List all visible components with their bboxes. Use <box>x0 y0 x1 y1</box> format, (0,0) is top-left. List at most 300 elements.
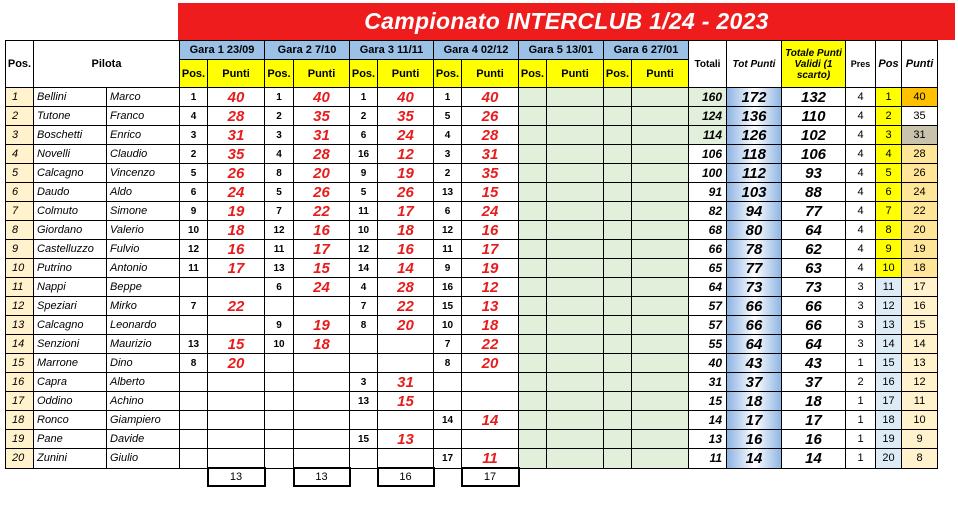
gara-2-punti-cell: 28 <box>294 145 350 164</box>
cognome-cell: Novelli <box>34 145 107 164</box>
gara-1-punti-cell: 16 <box>208 240 265 259</box>
table-row <box>6 411 938 430</box>
gara-4-pos-cell <box>434 373 462 392</box>
pres-header: Pres <box>846 41 876 88</box>
gara-6-pos-cell <box>604 221 632 240</box>
footer-blank <box>632 468 689 486</box>
gara-4-pos-cell: 12 <box>434 221 462 240</box>
gara-3-pos-cell: 1 <box>350 88 378 107</box>
gara-2-punti-cell <box>294 392 350 411</box>
tot-punti-cell: 66 <box>727 316 782 335</box>
table-row <box>6 392 938 411</box>
gara-4-punti-cell: 40 <box>462 88 519 107</box>
standings-table <box>5 40 938 487</box>
gara-2-pos-cell: 13 <box>265 259 294 278</box>
pres-cell: 4 <box>846 164 876 183</box>
punti-validi-cell: 77 <box>782 202 846 221</box>
gara-4-punti-cell: 24 <box>462 202 519 221</box>
totali-cell: 14 <box>689 411 727 430</box>
gara-1-pos-header: Pos. <box>180 60 208 88</box>
gara-5-pos-header: Pos. <box>519 60 547 88</box>
footer-blank <box>846 468 876 486</box>
final-punti-header: Punti <box>902 41 938 88</box>
gara-3-punti-cell: 20 <box>378 316 434 335</box>
punti-validi-cell: 62 <box>782 240 846 259</box>
rank-cell: 8 <box>6 221 34 240</box>
gara-3-pos-cell: 9 <box>350 164 378 183</box>
gara-6-pos-cell <box>604 107 632 126</box>
final-punti-cell: 19 <box>902 240 938 259</box>
final-punti-cell: 35 <box>902 107 938 126</box>
gara-6-punti-cell <box>632 297 689 316</box>
tot-punti-cell: 172 <box>727 88 782 107</box>
gara-4-pos-cell: 7 <box>434 335 462 354</box>
gara-6-punti-cell <box>632 449 689 469</box>
tot-punti-cell: 94 <box>727 202 782 221</box>
tot-punti-cell: 18 <box>727 392 782 411</box>
tot-punti-cell: 17 <box>727 411 782 430</box>
final-punti-cell: 22 <box>902 202 938 221</box>
gara-6-punti-header: Punti <box>632 60 689 88</box>
gara-3-participants: 16 <box>378 468 434 486</box>
table-row <box>6 164 938 183</box>
gara-5-pos-cell <box>519 88 547 107</box>
gara-5-punti-cell <box>547 297 604 316</box>
punti-validi-cell: 73 <box>782 278 846 297</box>
pres-cell: 3 <box>846 278 876 297</box>
cognome-cell: Bellini <box>34 88 107 107</box>
table-row <box>6 221 938 240</box>
gara-1-pos-cell <box>180 316 208 335</box>
cognome-cell: Calcagno <box>34 164 107 183</box>
nome-cell: Valerio <box>107 221 180 240</box>
gara-6-pos-header: Pos. <box>604 60 632 88</box>
gara-3-punti-cell: 22 <box>378 297 434 316</box>
gara-5-pos-cell <box>519 183 547 202</box>
gara-3-punti-cell: 13 <box>378 430 434 449</box>
footer-blank <box>876 468 902 486</box>
gara-5-punti-cell <box>547 259 604 278</box>
gara-1-pos-cell: 9 <box>180 202 208 221</box>
nome-cell: Giulio <box>107 449 180 469</box>
gara-6-punti-cell <box>632 126 689 145</box>
table-row <box>6 126 938 145</box>
gara-1-pos-cell: 8 <box>180 354 208 373</box>
gara-2-punti-cell <box>294 430 350 449</box>
footer-blank <box>689 468 727 486</box>
gara-3-punti-cell <box>378 449 434 469</box>
gara-5-punti-cell <box>547 126 604 145</box>
gara-5-pos-cell <box>519 145 547 164</box>
gara-2-punti-cell <box>294 354 350 373</box>
gara-1-participants: 13 <box>208 468 265 486</box>
cognome-cell: Speziari <box>34 297 107 316</box>
final-pos-cell: 13 <box>876 316 902 335</box>
gara-1-pos-cell <box>180 278 208 297</box>
gara-5-header: Gara 5 13/01 <box>519 41 604 60</box>
pres-cell: 1 <box>846 430 876 449</box>
gara-6-pos-cell <box>604 183 632 202</box>
totali-cell: 91 <box>689 183 727 202</box>
totali-cell: 13 <box>689 430 727 449</box>
gara-6-punti-cell <box>632 392 689 411</box>
gara-6-pos-cell <box>604 316 632 335</box>
gara-6-pos-cell <box>604 145 632 164</box>
gara-5-punti-cell <box>547 183 604 202</box>
cognome-cell: Pane <box>34 430 107 449</box>
gara-4-pos-cell <box>434 430 462 449</box>
cognome-cell: Nappi <box>34 278 107 297</box>
gara-4-pos-cell: 2 <box>434 164 462 183</box>
gara-6-pos-cell <box>604 335 632 354</box>
gara-2-pos-cell: 4 <box>265 145 294 164</box>
gara-6-punti-cell <box>632 107 689 126</box>
gara-1-punti-cell <box>208 392 265 411</box>
gara-2-punti-cell: 24 <box>294 278 350 297</box>
gara-1-punti-cell: 15 <box>208 335 265 354</box>
cognome-cell: Calcagno <box>34 316 107 335</box>
final-punti-cell: 24 <box>902 183 938 202</box>
nome-cell: Marco <box>107 88 180 107</box>
totali-cell: 57 <box>689 316 727 335</box>
totali-cell: 114 <box>689 126 727 145</box>
nome-cell: Achino <box>107 392 180 411</box>
rank-cell: 7 <box>6 202 34 221</box>
gara-6-punti-cell <box>632 373 689 392</box>
gara-3-punti-cell: 19 <box>378 164 434 183</box>
cognome-cell: Marrone <box>34 354 107 373</box>
gara-2-pos-cell <box>265 449 294 469</box>
gara-2-pos-cell: 8 <box>265 164 294 183</box>
gara-5-punti-cell <box>547 202 604 221</box>
final-punti-cell: 14 <box>902 335 938 354</box>
gara-3-punti-cell: 16 <box>378 240 434 259</box>
gara-5-pos-cell <box>519 297 547 316</box>
punti-validi-cell: 88 <box>782 183 846 202</box>
gara-5-pos-cell <box>519 202 547 221</box>
final-pos-cell: 2 <box>876 107 902 126</box>
footer-blank <box>34 468 107 486</box>
gara-3-pos-cell: 2 <box>350 107 378 126</box>
gara-6-pos-cell <box>604 430 632 449</box>
gara-1-header: Gara 1 23/09 <box>180 41 265 60</box>
gara-1-pos-cell <box>180 373 208 392</box>
gara-1-pos-cell: 10 <box>180 221 208 240</box>
cognome-cell: Senzioni <box>34 335 107 354</box>
table-row <box>6 335 938 354</box>
final-pos-cell: 20 <box>876 449 902 469</box>
tot-punti-cell: 78 <box>727 240 782 259</box>
punti-validi-cell: 64 <box>782 221 846 240</box>
gara-1-punti-cell: 28 <box>208 107 265 126</box>
gara-2-pos-cell: 9 <box>265 316 294 335</box>
punti-validi-cell: 93 <box>782 164 846 183</box>
gara-4-pos-cell: 1 <box>434 88 462 107</box>
cognome-cell: Putrino <box>34 259 107 278</box>
gara-6-punti-cell <box>632 259 689 278</box>
final-pos-cell: 18 <box>876 411 902 430</box>
gara-3-pos-cell: 3 <box>350 373 378 392</box>
gara-6-header: Gara 6 27/01 <box>604 41 689 60</box>
gara-2-punti-cell: 40 <box>294 88 350 107</box>
gara-2-punti-cell: 18 <box>294 335 350 354</box>
gara-4-pos-cell: 6 <box>434 202 462 221</box>
gara-3-pos-cell: 10 <box>350 221 378 240</box>
final-pos-cell: 14 <box>876 335 902 354</box>
gara-5-punti-cell <box>547 373 604 392</box>
gara-5-punti-cell <box>547 164 604 183</box>
gara-3-pos-cell: 5 <box>350 183 378 202</box>
gara-6-pos-cell <box>604 297 632 316</box>
gara-6-punti-cell <box>632 240 689 259</box>
gara-4-pos-cell: 8 <box>434 354 462 373</box>
final-pos-cell: 5 <box>876 164 902 183</box>
pres-cell: 3 <box>846 316 876 335</box>
gara-6-pos-cell <box>604 126 632 145</box>
nome-cell: Claudio <box>107 145 180 164</box>
gara-3-punti-cell <box>378 354 434 373</box>
gara-6-pos-cell <box>604 88 632 107</box>
final-punti-cell: 12 <box>902 373 938 392</box>
rank-cell: 9 <box>6 240 34 259</box>
final-punti-cell: 31 <box>902 126 938 145</box>
gara-3-punti-cell <box>378 335 434 354</box>
rank-cell: 14 <box>6 335 34 354</box>
punti-validi-cell: 64 <box>782 335 846 354</box>
gara-1-punti-cell <box>208 449 265 469</box>
gara-1-punti-cell <box>208 411 265 430</box>
gara-3-punti-header: Punti <box>378 60 434 88</box>
gara-2-punti-cell <box>294 373 350 392</box>
nome-cell: Beppe <box>107 278 180 297</box>
footer-blank <box>727 468 782 486</box>
gara-3-pos-cell: 7 <box>350 297 378 316</box>
rank-cell: 19 <box>6 430 34 449</box>
gara-5-pos-cell <box>519 430 547 449</box>
totali-cell: 57 <box>689 297 727 316</box>
tot-punti-cell: 118 <box>727 145 782 164</box>
pres-cell: 3 <box>846 297 876 316</box>
punti-validi-cell: 14 <box>782 449 846 469</box>
gara-5-pos-cell <box>519 278 547 297</box>
gara-3-punti-cell: 18 <box>378 221 434 240</box>
gara-2-pos-cell <box>265 430 294 449</box>
gara-2-pos-cell: 7 <box>265 202 294 221</box>
gara-2-pos-cell: 10 <box>265 335 294 354</box>
gara-6-punti-cell <box>632 335 689 354</box>
gara-4-pos-cell: 13 <box>434 183 462 202</box>
gara-5-pos-cell <box>519 335 547 354</box>
final-punti-cell: 26 <box>902 164 938 183</box>
final-pos-cell: 16 <box>876 373 902 392</box>
gara-1-punti-cell <box>208 316 265 335</box>
gara-2-pos-cell <box>265 411 294 430</box>
totali-cell: 55 <box>689 335 727 354</box>
final-pos-cell: 8 <box>876 221 902 240</box>
footer-blank <box>434 468 462 486</box>
gara-4-punti-cell: 12 <box>462 278 519 297</box>
gara-4-punti-cell <box>462 373 519 392</box>
gara-1-punti-cell: 26 <box>208 164 265 183</box>
pres-cell: 1 <box>846 354 876 373</box>
nome-cell: Simone <box>107 202 180 221</box>
rank-cell: 18 <box>6 411 34 430</box>
totali-cell: 68 <box>689 221 727 240</box>
pres-cell: 4 <box>846 126 876 145</box>
gara-2-pos-cell: 11 <box>265 240 294 259</box>
gara-2-pos-cell: 6 <box>265 278 294 297</box>
punti-validi-cell: 110 <box>782 107 846 126</box>
gara-4-pos-cell: 14 <box>434 411 462 430</box>
pilota-header: Pilota <box>34 41 180 88</box>
rank-cell: 2 <box>6 107 34 126</box>
gara-2-punti-cell: 22 <box>294 202 350 221</box>
gara-6-pos-cell <box>604 392 632 411</box>
final-punti-cell: 40 <box>902 88 938 107</box>
gara-3-punti-cell: 35 <box>378 107 434 126</box>
gara-1-pos-cell <box>180 392 208 411</box>
table-row <box>6 297 938 316</box>
gara-1-punti-cell <box>208 430 265 449</box>
gara-6-punti-cell <box>632 316 689 335</box>
pres-cell: 4 <box>846 107 876 126</box>
gara-4-punti-cell: 13 <box>462 297 519 316</box>
totali-cell: 64 <box>689 278 727 297</box>
gara-5-punti-cell <box>547 392 604 411</box>
gara-2-pos-cell: 3 <box>265 126 294 145</box>
table-row <box>6 202 938 221</box>
gara-4-pos-cell: 15 <box>434 297 462 316</box>
final-pos-cell: 3 <box>876 126 902 145</box>
gara-4-punti-cell: 20 <box>462 354 519 373</box>
pres-cell: 4 <box>846 259 876 278</box>
gara-2-pos-cell: 12 <box>265 221 294 240</box>
gara-4-pos-cell: 4 <box>434 126 462 145</box>
cognome-cell: Castelluzzo <box>34 240 107 259</box>
totali-cell: 106 <box>689 145 727 164</box>
final-pos-cell: 11 <box>876 278 902 297</box>
gara-1-pos-cell <box>180 430 208 449</box>
gara-2-punti-header: Punti <box>294 60 350 88</box>
gara-4-punti-cell: 14 <box>462 411 519 430</box>
cognome-cell: Oddino <box>34 392 107 411</box>
gara-3-punti-cell: 12 <box>378 145 434 164</box>
cognome-cell: Capra <box>34 373 107 392</box>
cognome-cell: Ronco <box>34 411 107 430</box>
final-punti-cell: 10 <box>902 411 938 430</box>
footer-blank <box>6 468 34 486</box>
gara-2-participants: 13 <box>294 468 350 486</box>
footer-blank <box>107 468 180 486</box>
rank-cell: 16 <box>6 373 34 392</box>
gara-1-punti-cell: 24 <box>208 183 265 202</box>
gara-5-punti-cell <box>547 240 604 259</box>
punti-validi-cell: 17 <box>782 411 846 430</box>
gara-5-punti-header: Punti <box>547 60 604 88</box>
nome-cell: Dino <box>107 354 180 373</box>
gara-1-punti-cell: 19 <box>208 202 265 221</box>
table-row <box>6 430 938 449</box>
nome-cell: Antonio <box>107 259 180 278</box>
gara-4-pos-cell: 16 <box>434 278 462 297</box>
gara-5-pos-cell <box>519 316 547 335</box>
rank-cell: 6 <box>6 183 34 202</box>
gara-6-punti-cell <box>632 88 689 107</box>
nome-cell: Vincenzo <box>107 164 180 183</box>
rank-cell: 12 <box>6 297 34 316</box>
gara-6-punti-cell <box>632 202 689 221</box>
gara-1-punti-cell: 20 <box>208 354 265 373</box>
tot-punti-cell: 112 <box>727 164 782 183</box>
pres-cell: 3 <box>846 335 876 354</box>
gara-3-pos-cell: 16 <box>350 145 378 164</box>
footer-blank <box>265 468 294 486</box>
gara-3-pos-cell <box>350 335 378 354</box>
gara-1-punti-cell: 40 <box>208 88 265 107</box>
gara-5-pos-cell <box>519 373 547 392</box>
nome-cell: Alberto <box>107 373 180 392</box>
final-pos-cell: 19 <box>876 430 902 449</box>
totali-header: Totali <box>689 41 727 88</box>
gara-4-punti-cell: 16 <box>462 221 519 240</box>
gara-4-pos-cell: 5 <box>434 107 462 126</box>
punti-validi-cell: 43 <box>782 354 846 373</box>
gara-1-pos-cell: 5 <box>180 164 208 183</box>
gara-2-punti-cell: 17 <box>294 240 350 259</box>
tot-punti-cell: 136 <box>727 107 782 126</box>
pres-cell: 4 <box>846 145 876 164</box>
gara-2-pos-cell <box>265 373 294 392</box>
rank-cell: 17 <box>6 392 34 411</box>
footer-blank <box>350 468 378 486</box>
gara-1-pos-cell <box>180 411 208 430</box>
gara-5-punti-cell <box>547 278 604 297</box>
gara-4-punti-cell: 11 <box>462 449 519 469</box>
gara-6-punti-cell <box>632 354 689 373</box>
gara-2-pos-header: Pos. <box>265 60 294 88</box>
footer-blank <box>902 468 938 486</box>
gara-6-punti-cell <box>632 430 689 449</box>
gara-3-pos-cell: 11 <box>350 202 378 221</box>
pres-cell: 4 <box>846 88 876 107</box>
nome-cell: Leonardo <box>107 316 180 335</box>
gara-6-pos-cell <box>604 278 632 297</box>
gara-4-punti-cell: 15 <box>462 183 519 202</box>
punti-validi-cell: 66 <box>782 297 846 316</box>
gara-2-punti-cell: 19 <box>294 316 350 335</box>
final-pos-cell: 15 <box>876 354 902 373</box>
gara-4-punti-cell <box>462 430 519 449</box>
gara-3-header: Gara 3 11/11 <box>350 41 434 60</box>
gara-4-pos-cell: 10 <box>434 316 462 335</box>
tot-punti-cell: 43 <box>727 354 782 373</box>
gara-1-pos-cell: 11 <box>180 259 208 278</box>
pres-cell: 4 <box>846 183 876 202</box>
gara-2-header: Gara 2 7/10 <box>265 41 350 60</box>
table-row <box>6 316 938 335</box>
tot-punti-cell: 80 <box>727 221 782 240</box>
gara-3-punti-cell: 14 <box>378 259 434 278</box>
cognome-cell: Tutone <box>34 107 107 126</box>
cognome-cell: Boschetti <box>34 126 107 145</box>
pres-cell: 4 <box>846 221 876 240</box>
rank-cell: 5 <box>6 164 34 183</box>
pres-cell: 1 <box>846 449 876 469</box>
gara-4-punti-cell: 35 <box>462 164 519 183</box>
gara-6-pos-cell <box>604 240 632 259</box>
rank-cell: 4 <box>6 145 34 164</box>
final-pos-cell: 6 <box>876 183 902 202</box>
